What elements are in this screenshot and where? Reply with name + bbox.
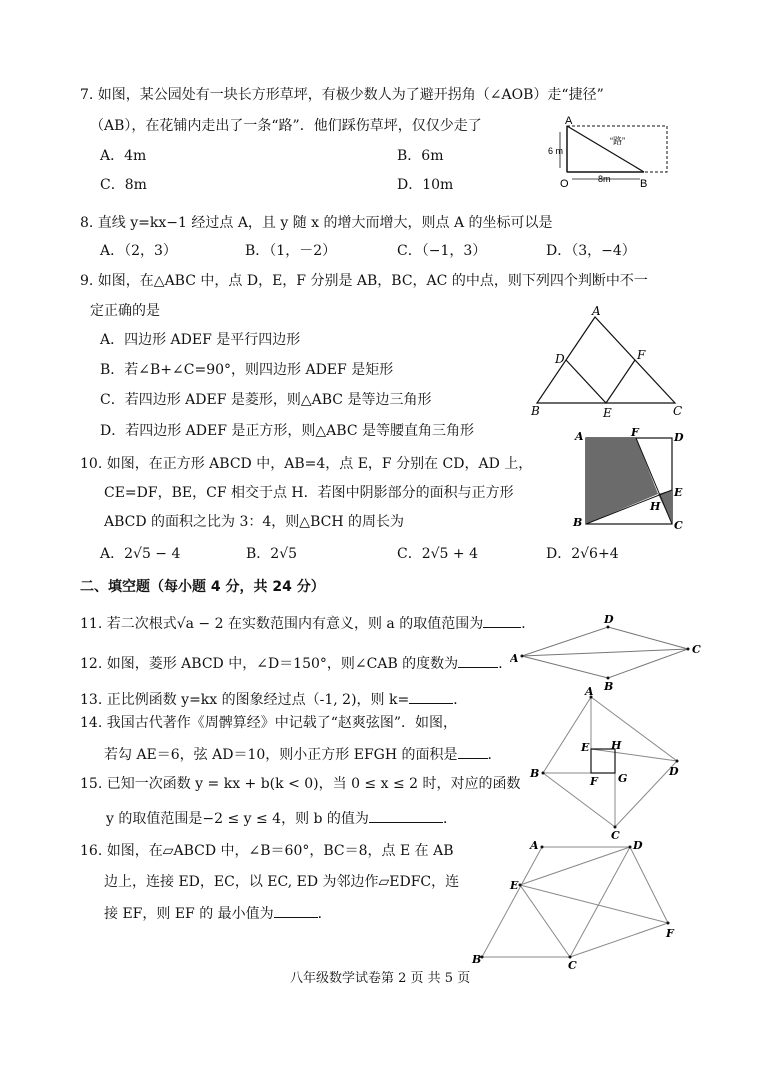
q16-label-d: D	[633, 839, 643, 852]
q9-option-b: B．若∠B+∠C=90°，则四边形 ADEF 是矩形	[100, 362, 394, 378]
q11-label-a: A	[510, 652, 519, 665]
q9-option-c: C．若四边形 ADEF 是菱形，则△ABC 是等边三角形	[100, 392, 432, 408]
q8-option-d: D．（3，−4）	[546, 243, 636, 259]
q16-label-a: A	[530, 839, 539, 852]
q7-option-a: A．4m	[100, 148, 147, 164]
q9-label-f: F	[637, 348, 646, 362]
q10-option-d: D．2√6+4	[546, 546, 619, 562]
q14-label-h: H	[611, 739, 622, 752]
q10-option-c: C．2√5 + 4	[397, 546, 478, 562]
q7-label-b: B	[640, 178, 648, 190]
q7-label-a: A	[565, 115, 573, 127]
q16-label-b: B	[472, 953, 482, 966]
q15-line2: y 的取值范围是−2 ≤ y ≤ 4，则 b 的值为 ．	[106, 808, 457, 828]
q8-option-a: A．（2，3）	[100, 243, 177, 259]
q10-label-b: B	[573, 516, 583, 529]
q13-text: 13. 正比例函数 y=kx 的图象经过点（-1, 2)，则 k= ．	[80, 689, 467, 709]
q7-option-d: D．10m	[397, 177, 454, 193]
q7-option-b: B．6m	[397, 148, 444, 164]
q16-parallelogram-figure	[470, 835, 685, 970]
q9-label-e: E	[603, 406, 612, 420]
q10-option-a: A．2√5 − 4	[100, 546, 181, 562]
q11-label-c: C	[692, 643, 701, 656]
q14-label-e: E	[581, 741, 590, 754]
q15-line1: 15. 已知一次函数 y = kx + b(k < 0)，当 0 ≤ x ≤ 2 时，对应的函数	[80, 776, 521, 792]
q14-zhao-shuang-figure	[525, 685, 690, 840]
q7-lawn-figure	[540, 112, 680, 194]
q12-answer-blank[interactable]	[458, 653, 498, 668]
q8-line1: 8. 直线 y=kx−1 经过点 A，且 y 随 x 的增大而增大，则点 A 的坐标可以是	[80, 215, 553, 231]
q9-line2: 定正确的是	[90, 303, 160, 319]
q10-line1: 10. 如图，在正方形 ABCD 中，AB=4，点 E，F 分别在 CD，AD 上，	[80, 456, 533, 472]
q11-text: 11. 若二次根式√a − 2 在实数范围内有意义，则 a 的取值范围为 ．	[80, 613, 535, 633]
q14-label-g: G	[618, 772, 628, 785]
q16-label-c: C	[568, 959, 577, 970]
q14-label-b: B	[530, 767, 540, 780]
q7-line2: （AB），在花铺内走出了一条“路”．他们踩伤草坪，仅仅少走了	[90, 118, 482, 134]
q10-label-d: D	[674, 431, 684, 444]
q10-label-a: A	[575, 430, 584, 443]
q9-label-d: D	[555, 352, 565, 366]
q14-label-f: F	[590, 775, 598, 788]
q9-line1: 9. 如图，在△ABC 中，点 D，E，F 分别是 AB，BC，AC 的中点，则下列四个判断中不一	[80, 273, 648, 289]
q14-line2: 若勾 AE＝6，弦 AD＝10，则小正方形 EFGH 的面积是 ．	[104, 744, 502, 764]
q16-answer-blank[interactable]	[274, 903, 318, 918]
q7-bottom-length: 8m	[598, 174, 611, 184]
q10-line3: ABCD 的面积之比为 3：4，则△BCH 的周长为	[104, 514, 404, 530]
q16-label-e: E	[510, 879, 519, 892]
q9-option-d: D．若四边形 ADEF 是正方形，则△ABC 是等腰直角三角形	[100, 423, 474, 439]
q9-option-a: A．四边形 ADEF 是平行四边形	[100, 332, 301, 348]
q7-option-c: C．8m	[100, 177, 147, 193]
q12-text: 12. 如图，菱形 ABCD 中，∠D＝150°，则∠CAB 的度数为 ．	[80, 653, 512, 673]
q10-option-b: B．2√5	[246, 546, 298, 562]
q14-answer-blank[interactable]	[458, 744, 488, 759]
q10-label-c: C	[674, 519, 683, 532]
q9-label-a: A	[592, 305, 601, 318]
q10-label-e: E	[674, 486, 683, 499]
q10-label-h: H	[650, 500, 661, 513]
q10-label-f: F	[631, 428, 639, 439]
q15-answer-blank[interactable]	[369, 808, 443, 823]
q9-triangle-figure	[525, 305, 690, 420]
q7-side-length: 6 m	[548, 146, 564, 156]
q7-road-label: “路”	[610, 136, 625, 146]
q9-label-c: C	[673, 404, 683, 418]
q11-label-b: B	[604, 680, 614, 692]
section-heading-fill-in: 二、填空题（每小题 4 分，共 24 分）	[80, 579, 325, 595]
q7-label-o: O	[560, 178, 569, 190]
q8-option-b: B．（1，－2）	[245, 243, 337, 259]
q8-option-c: C．（−1，3）	[397, 243, 487, 259]
q14-label-c: C	[611, 829, 620, 840]
q16-line1: 16. 如图，在▱ABCD 中，∠B＝60°，BC＝8，点 E 在 AB	[80, 843, 454, 859]
page-footer: 八年级数学试卷第 2 页 共 5 页	[290, 971, 471, 986]
q11-label-d: D	[604, 613, 614, 626]
q10-square-figure	[570, 428, 690, 536]
q10-line2: CE=DF，BE，CF 相交于点 H．若图中阴影部分的面积与正方形	[104, 485, 514, 501]
q16-label-f: F	[666, 927, 674, 940]
q16-line2: 边上，连接 ED，EC，以 EC, ED 为邻边作▱EDFC，连	[104, 874, 460, 890]
q16-line3: 接 EF，则 EF 的 最小值为 ．	[104, 903, 332, 923]
q14-label-a: A	[585, 685, 594, 698]
q13-answer-blank[interactable]	[409, 689, 453, 704]
q9-label-b: B	[531, 404, 540, 418]
q14-label-d: D	[669, 765, 679, 778]
q7-line1: 7. 如图，某公园处有一块长方形草坪，有极少数人为了避开拐角（∠AOB）走“捷径”	[80, 87, 604, 103]
q14-line1: 14. 我国古代著作《周髀算经》中记载了“赵爽弦图”．如图，	[80, 715, 458, 731]
q11-rhombus-figure	[510, 612, 705, 692]
